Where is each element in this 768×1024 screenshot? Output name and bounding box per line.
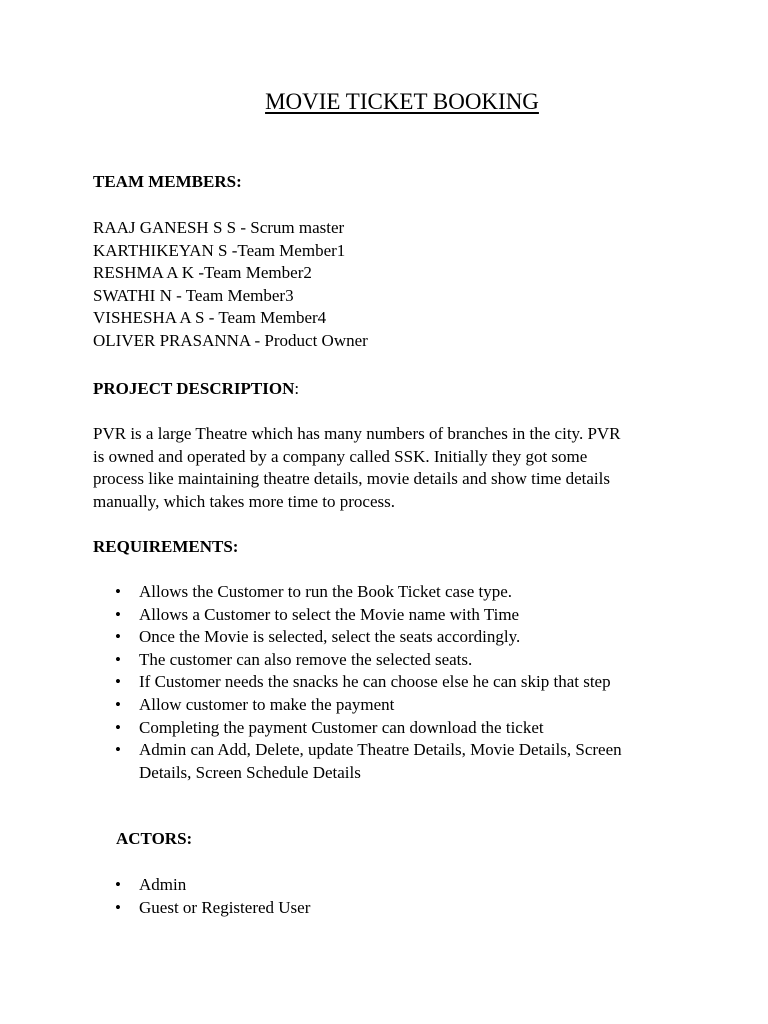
bullet-icon: • xyxy=(115,694,121,714)
project-description-colon: : xyxy=(294,379,300,398)
bullet-icon: • xyxy=(115,649,121,669)
team-member: KARTHIKEYAN S -Team Member1 xyxy=(93,240,346,260)
list-item-text: Allows the Customer to run the Book Ticket case type. xyxy=(139,582,513,601)
list-item xyxy=(93,626,673,649)
team-members-heading: TEAM MEMBERS: xyxy=(93,172,242,191)
list-item-text: Admin xyxy=(139,875,187,894)
requirements-heading: REQUIREMENTS: xyxy=(93,537,239,556)
requirements-list xyxy=(93,581,673,784)
list-item-text: Allow customer to make the payment xyxy=(139,694,395,714)
project-description-heading-text: PROJECT DESCRIPTION xyxy=(93,379,295,398)
list-item xyxy=(93,604,673,627)
team-member: OLIVER PRASANNA - Product Owner xyxy=(93,330,368,350)
list-item-text: The customer can also remove the selected seats. xyxy=(139,649,473,669)
paragraph-line: is owned and operated by a company called SSK. Initially they got some xyxy=(93,446,588,466)
actors-list xyxy=(93,874,673,919)
bullet-icon: • xyxy=(115,582,121,601)
bullet-icon: • xyxy=(115,672,121,692)
actors-heading: ACTORS: xyxy=(116,829,193,848)
list-item-text: Allows a Customer to select the Movie name with Time xyxy=(139,604,520,624)
team-member: SWATHI N - Team Member3 xyxy=(93,285,294,305)
bullet-icon: • xyxy=(115,604,121,624)
list-item-text: Completing the payment Customer can download the ticket xyxy=(139,717,544,737)
list-item-text: If Customer needs the snacks he can choose else he can skip that step xyxy=(139,672,611,692)
team-member: VISHESHA A S - Team Member4 xyxy=(93,308,327,328)
bullet-icon: • xyxy=(115,897,121,917)
document-title: MOVIE TICKET BOOKING xyxy=(265,89,539,114)
bullet-icon: • xyxy=(115,717,121,737)
team-members-list xyxy=(93,217,673,353)
list-item xyxy=(93,671,673,694)
paragraph-line: PVR is a large Theatre which has many numbers of branches in the city. PVR xyxy=(93,424,621,443)
list-item-text: Once the Movie is selected, select the seats accordingly. xyxy=(139,627,521,647)
bullet-icon: • xyxy=(115,875,121,894)
project-description-paragraph xyxy=(93,423,673,513)
list-item xyxy=(93,694,673,717)
list-item xyxy=(93,649,673,672)
list-item xyxy=(93,739,673,784)
list-item-text-continued: Details, Screen Schedule Details xyxy=(139,762,361,782)
project-description-heading xyxy=(93,378,299,401)
list-item xyxy=(93,581,673,604)
list-item-text: Admin can Add, Delete, update Theatre Details, Movie Details, Screen xyxy=(139,740,622,760)
team-member: RESHMA A K -Team Member2 xyxy=(93,263,312,283)
bullet-icon: • xyxy=(115,740,121,760)
paragraph-line: process like maintaining theatre details, movie details and show time details xyxy=(93,469,610,489)
bullet-icon: • xyxy=(115,627,121,647)
list-item-text: Guest or Registered User xyxy=(139,897,311,917)
paragraph-line: manually, which takes more time to process. xyxy=(93,491,395,511)
list-item xyxy=(93,874,673,897)
list-item xyxy=(93,717,673,740)
list-item xyxy=(93,897,673,920)
team-member: RAAJ GANESH S S - Scrum master xyxy=(93,218,345,237)
